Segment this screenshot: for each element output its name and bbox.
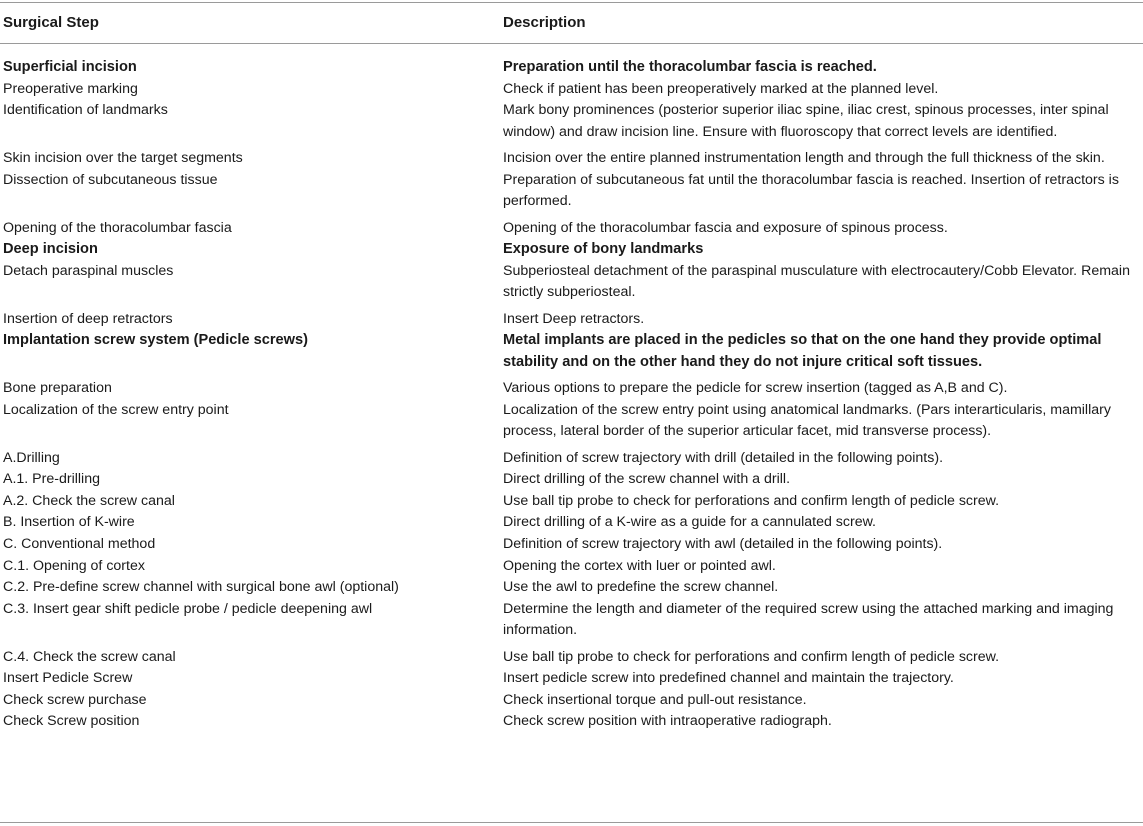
table-row [0, 448, 1143, 470]
header-surgical-step: Surgical Step [3, 14, 99, 31]
row-surgical-step: C.4. Check the screw canal [3, 648, 176, 665]
row-description: Definition of screw trajectory with awl (detailed in the following points). [503, 535, 943, 552]
row-surgical-step: Identification of landmarks [3, 102, 168, 119]
table-row [0, 170, 1143, 213]
table-header [0, 12, 1143, 34]
table-bottom-rule [0, 822, 1143, 823]
table-row [0, 239, 1143, 261]
row-description: Use ball tip probe to check for perforations and confirm length of pedicle screw. [503, 492, 1000, 509]
row-description: Metal implants are placed in the pedicles so that on the one hand they provide optimal stability and on the other hand they do not injure critical soft tissues. [503, 332, 1102, 370]
table-row [0, 556, 1143, 578]
row-description: Direct drilling of a K-wire as a guide for a cannulated screw. [503, 514, 876, 531]
row-surgical-step: Check screw purchase [3, 691, 147, 708]
table-row [0, 647, 1143, 669]
table-row [0, 261, 1143, 304]
row-surgical-step: Insertion of deep retractors [3, 310, 173, 327]
row-description: Incision over the entire planned instrumentation length and through the full thickness of the skin. [503, 150, 1105, 167]
table-body [0, 57, 1143, 733]
row-description: Definition of screw trajectory with drill (detailed in the following points). [503, 449, 944, 466]
row-description: Subperiosteal detachment of the paraspinal musculature with electrocautery/Cobb Elevator. Remain strictly subperiosteal. [503, 262, 1130, 301]
table-row [0, 79, 1143, 101]
row-surgical-step: Preoperative marking [3, 80, 138, 97]
row-surgical-step: Check Screw position [3, 713, 140, 730]
row-description: Check insertional torque and pull-out resistance. [503, 691, 807, 708]
table-row [0, 599, 1143, 642]
row-description: Determine the length and diameter of the required screw using the attached marking and imaging information. [503, 600, 1114, 639]
row-description: Use ball tip probe to check for perforations and confirm length of pedicle screw. [503, 648, 1000, 665]
row-description: Direct drilling of the screw channel with a drill. [503, 471, 791, 488]
row-description: Insert pedicle screw into predefined channel and maintain the trajectory. [503, 670, 954, 687]
row-surgical-step: Localization of the screw entry point [3, 401, 229, 418]
row-surgical-step: C.2. Pre-define screw channel with surgical bone awl (optional) [3, 579, 399, 596]
table-row [0, 330, 1143, 373]
table-row [0, 400, 1143, 443]
row-surgical-step: Implantation screw system (Pedicle screws) [3, 332, 308, 349]
row-description: Preparation of subcutaneous fat until the thoracolumbar fascia is reached. Insertion of retractors is performed. [503, 171, 1119, 210]
row-description: Opening the cortex with luer or pointed awl. [503, 557, 776, 574]
row-surgical-step: A.Drilling [3, 449, 60, 466]
row-surgical-step: Bone preparation [3, 380, 112, 397]
row-surgical-step: Opening of the thoracolumbar fascia [3, 219, 232, 236]
row-surgical-step: Insert Pedicle Screw [3, 670, 133, 687]
table-top-rule [0, 2, 1143, 3]
row-surgical-step: A.2. Check the screw canal [3, 492, 175, 509]
row-surgical-step: Detach paraspinal muscles [3, 262, 174, 279]
table-row [0, 378, 1143, 400]
row-description: Exposure of bony landmarks [503, 241, 704, 258]
table-row [0, 690, 1143, 712]
row-description: Preparation until the thoracolumbar fascia is reached. [503, 59, 877, 75]
header-rule [0, 43, 1143, 44]
row-surgical-step: C.3. Insert gear shift pedicle probe / pedicle deepening awl [3, 600, 373, 617]
table-row [0, 57, 1143, 79]
row-surgical-step: C. Conventional method [3, 535, 156, 552]
table-row [0, 309, 1143, 331]
table-row [0, 534, 1143, 556]
table-row [0, 577, 1143, 599]
row-description: Use the awl to predefine the screw channel. [503, 579, 779, 596]
row-surgical-step: A.1. Pre-drilling [3, 471, 100, 488]
table-row [0, 512, 1143, 534]
row-surgical-step: Superficial incision [3, 59, 137, 75]
row-description: Mark bony prominences (posterior superior iliac spine, iliac crest, spinous processes, inter spinal window) and draw incision line. Ensure with fluoroscopy that correct levels are identified. [503, 102, 1109, 140]
row-surgical-step: Deep incision [3, 241, 98, 258]
table-row [0, 711, 1143, 733]
row-surgical-step: B. Insertion of K-wire [3, 514, 135, 531]
table-row [0, 218, 1143, 240]
table-row [0, 491, 1143, 513]
header-description: Description [503, 14, 586, 31]
row-description: Insert Deep retractors. [503, 310, 645, 327]
row-description: Localization of the screw entry point using anatomical landmarks. (Pars interarticularis, mamillary process, lateral border of the superior articular facet, mid transverse process). [503, 401, 1111, 440]
table-row [0, 148, 1143, 170]
table-row [0, 469, 1143, 491]
table-row [0, 100, 1143, 143]
row-description: Check if patient has been preoperatively marked at the planned level. [503, 80, 939, 97]
table-row [0, 668, 1143, 690]
row-description: Opening of the thoracolumbar fascia and exposure of spinous process. [503, 219, 948, 236]
row-surgical-step: Skin incision over the target segments [3, 150, 243, 167]
row-description: Various options to prepare the pedicle for screw insertion (tagged as A,B and C). [503, 380, 1008, 397]
row-surgical-step: Dissection of subcutaneous tissue [3, 171, 218, 188]
row-surgical-step: C.1. Opening of cortex [3, 557, 145, 574]
row-description: Check screw position with intraoperative radiograph. [503, 713, 832, 730]
